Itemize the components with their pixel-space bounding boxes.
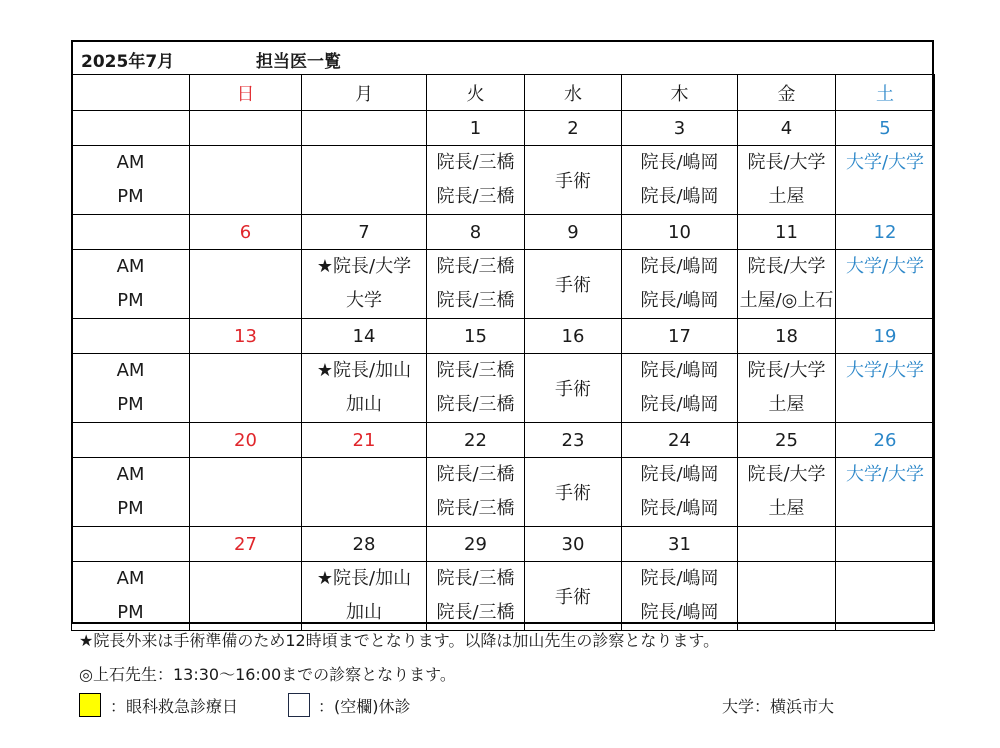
weekday-header: 木	[622, 75, 738, 111]
date-number: 27	[190, 527, 302, 562]
doctor-pm: 土屋	[768, 498, 805, 519]
doctor-am: 院長/大学	[747, 360, 826, 381]
date-number: 12	[836, 215, 935, 250]
doctor-cell	[622, 458, 738, 527]
doctor-cell	[525, 250, 622, 319]
weekday-header: 土	[836, 75, 935, 111]
doctor-am: 院長/大学	[747, 152, 826, 173]
doctor-cell	[302, 458, 427, 527]
date-number	[190, 111, 302, 146]
doctor-am: 院長/嶋岡	[640, 360, 719, 381]
doctor-pm	[836, 180, 934, 214]
doctor-am: 院長/三橋	[436, 360, 515, 381]
date-number: 14	[302, 319, 427, 354]
pm-label: PM	[117, 498, 144, 519]
date-number: 26	[836, 423, 935, 458]
date-number: 19	[836, 319, 935, 354]
doctor-pm: 加山	[346, 602, 382, 623]
date-number: 21	[302, 423, 427, 458]
doctor-row	[72, 562, 935, 631]
doctor-row	[72, 354, 935, 423]
date-number: 16	[525, 319, 622, 354]
doctor-row	[72, 250, 935, 319]
label-spacer	[72, 319, 190, 354]
emergency-legend-label: ：眼科救急診療日	[110, 697, 239, 716]
doctor-cell	[738, 250, 836, 319]
doctor-pm: 土屋	[768, 394, 805, 415]
doctor-pm: 院長/嶋岡	[640, 602, 719, 623]
doctor-pm	[836, 596, 934, 630]
doctor-cell	[427, 354, 525, 423]
date-row	[72, 111, 935, 146]
doctor-cell	[738, 146, 836, 215]
date-number	[836, 527, 935, 562]
doctor-am: 院長/嶋岡	[640, 256, 719, 277]
date-number: 1	[427, 111, 525, 146]
doctor-row	[72, 458, 935, 527]
date-number: 28	[302, 527, 427, 562]
doctor-am: ★院長/加山	[316, 568, 412, 589]
date-row	[72, 215, 935, 250]
doctor-cell	[302, 354, 427, 423]
date-number	[738, 527, 836, 562]
doctor-pm: 院長/三橋	[436, 498, 515, 519]
doctor-am	[738, 562, 835, 596]
am-pm-label	[72, 458, 190, 527]
surgery-label: 手術	[555, 275, 591, 296]
weekday-header: 金	[738, 75, 836, 111]
date-number: 23	[525, 423, 622, 458]
am-pm-label	[72, 562, 190, 631]
doctor-cell	[190, 562, 302, 631]
doctor-cell	[302, 250, 427, 319]
doctor-cell	[622, 562, 738, 631]
university-legend: 大学：横浜市大	[722, 697, 835, 716]
surgery-label: 手術	[555, 379, 591, 400]
doctor-pm	[190, 596, 301, 630]
doctor-am	[190, 458, 301, 492]
weekday-header: 火	[427, 75, 525, 111]
date-number: 18	[738, 319, 836, 354]
doctor-cell	[427, 146, 525, 215]
am-label: AM	[116, 360, 145, 381]
am-pm-label	[72, 250, 190, 319]
am-label: AM	[116, 464, 145, 485]
date-number: 17	[622, 319, 738, 354]
emergency-legend-swatch	[79, 693, 101, 717]
doctor-am: 大学/大学	[845, 256, 925, 277]
doctor-pm: 院長/嶋岡	[640, 290, 719, 311]
date-number: 7	[302, 215, 427, 250]
weekday-header: 水	[525, 75, 622, 111]
doctor-pm	[738, 596, 835, 630]
doctor-am: 院長/三橋	[436, 568, 515, 589]
date-number: 11	[738, 215, 836, 250]
doctor-cell	[836, 146, 935, 215]
doctor-cell	[427, 250, 525, 319]
date-number: 22	[427, 423, 525, 458]
month-label: 2025年7月	[81, 52, 175, 72]
doctor-cell	[836, 250, 935, 319]
closed-legend-swatch	[288, 693, 310, 717]
am-label: AM	[116, 568, 145, 589]
doctor-cell	[622, 250, 738, 319]
doctor-cell	[525, 354, 622, 423]
doctor-cell	[190, 458, 302, 527]
date-number: 3	[622, 111, 738, 146]
doctor-pm	[836, 492, 934, 526]
weekday-header-row	[72, 75, 935, 111]
doctor-cell	[738, 562, 836, 631]
doctor-pm	[190, 492, 301, 526]
label-spacer	[72, 111, 190, 146]
date-row	[72, 423, 935, 458]
doctor-pm: 院長/三橋	[436, 394, 515, 415]
date-row	[72, 319, 935, 354]
pm-label: PM	[117, 186, 144, 207]
date-number: 15	[427, 319, 525, 354]
pm-label: PM	[117, 290, 144, 311]
doctor-cell	[427, 562, 525, 631]
doctor-am: ★院長/加山	[316, 360, 412, 381]
doctor-pm: 大学	[346, 290, 382, 311]
label-spacer	[72, 423, 190, 458]
doctor-pm: 加山	[346, 394, 382, 415]
doctor-pm	[836, 388, 934, 422]
doctor-am: ★院長/大学	[316, 256, 412, 277]
date-number: 6	[190, 215, 302, 250]
label-spacer	[72, 527, 190, 562]
doctor-am	[190, 146, 301, 180]
doctor-am	[190, 562, 301, 596]
doctor-pm	[190, 284, 301, 318]
label-spacer	[72, 215, 190, 250]
am-pm-label	[72, 354, 190, 423]
date-number: 2	[525, 111, 622, 146]
doctor-am: 院長/三橋	[436, 464, 515, 485]
date-number: 31	[622, 527, 738, 562]
weekday-header: 月	[302, 75, 427, 111]
doctor-am: 院長/大学	[747, 256, 826, 277]
doctor-am: 院長/嶋岡	[640, 152, 719, 173]
doctor-am	[302, 458, 426, 492]
doctor-cell	[836, 562, 935, 631]
date-number: 10	[622, 215, 738, 250]
doctor-pm	[302, 492, 426, 526]
pm-label: PM	[117, 602, 144, 623]
doctor-pm	[190, 180, 301, 214]
doctor-cell	[302, 146, 427, 215]
doctor-cell	[738, 354, 836, 423]
doctor-pm	[302, 180, 426, 214]
doctor-am: 院長/嶋岡	[640, 464, 719, 485]
doctor-pm: 土屋	[768, 186, 805, 207]
date-number: 13	[190, 319, 302, 354]
doctor-am	[190, 250, 301, 284]
note-director: ★院長外来は手術準備のため12時頃までとなります。以降は加山先生の診察となります。	[79, 631, 720, 650]
schedule-table	[71, 74, 935, 631]
doctor-am: 院長/三橋	[436, 256, 515, 277]
doctor-am: 大学/大学	[845, 464, 925, 485]
doctor-cell	[738, 458, 836, 527]
date-number: 30	[525, 527, 622, 562]
doctor-pm: 院長/嶋岡	[640, 186, 719, 207]
doctor-pm: 土屋/◎上石	[739, 290, 834, 311]
pm-label: PM	[117, 394, 144, 415]
date-number: 9	[525, 215, 622, 250]
doctor-cell	[836, 354, 935, 423]
page-title: 担当医一覧	[256, 52, 341, 72]
doctor-cell	[190, 250, 302, 319]
date-number: 4	[738, 111, 836, 146]
doctor-cell	[302, 562, 427, 631]
doctor-am: 大学/大学	[845, 360, 925, 381]
doctor-pm	[836, 284, 934, 318]
doctor-cell	[622, 146, 738, 215]
date-number: 5	[836, 111, 935, 146]
am-label: AM	[116, 152, 145, 173]
note-ueishi: ◎上石先生：13:30〜16:00までの診察となります。	[79, 665, 456, 684]
doctor-cell	[190, 354, 302, 423]
doctor-cell	[525, 458, 622, 527]
doctor-am	[836, 562, 934, 596]
doctor-pm	[190, 388, 301, 422]
date-number: 29	[427, 527, 525, 562]
am-pm-label	[72, 146, 190, 215]
doctor-am: 院長/三橋	[436, 152, 515, 173]
doctor-cell	[525, 562, 622, 631]
doctor-pm: 院長/嶋岡	[640, 394, 719, 415]
doctor-cell	[622, 354, 738, 423]
date-number: 20	[190, 423, 302, 458]
closed-legend-label: ：(空欄)休診	[318, 697, 411, 716]
doctor-am	[190, 354, 301, 388]
surgery-label: 手術	[555, 483, 591, 504]
date-number: 24	[622, 423, 738, 458]
doctor-pm: 院長/嶋岡	[640, 498, 719, 519]
doctor-am: 大学/大学	[845, 152, 925, 173]
doctor-cell	[427, 458, 525, 527]
doctor-pm: 院長/三橋	[436, 602, 515, 623]
doctor-row	[72, 146, 935, 215]
am-label: AM	[116, 256, 145, 277]
date-number: 8	[427, 215, 525, 250]
doctor-pm: 院長/三橋	[436, 186, 515, 207]
doctor-am: 院長/嶋岡	[640, 568, 719, 589]
doctor-cell	[836, 458, 935, 527]
surgery-label: 手術	[555, 587, 591, 608]
date-number	[302, 111, 427, 146]
date-row	[72, 527, 935, 562]
date-number: 25	[738, 423, 836, 458]
weekday-header: 日	[190, 75, 302, 111]
doctor-cell	[190, 146, 302, 215]
doctor-am	[302, 146, 426, 180]
doctor-am: 院長/大学	[747, 464, 826, 485]
doctor-pm: 院長/三橋	[436, 290, 515, 311]
doctor-cell	[525, 146, 622, 215]
title-row	[71, 40, 934, 74]
corner-cell	[72, 75, 190, 111]
surgery-label: 手術	[555, 171, 591, 192]
